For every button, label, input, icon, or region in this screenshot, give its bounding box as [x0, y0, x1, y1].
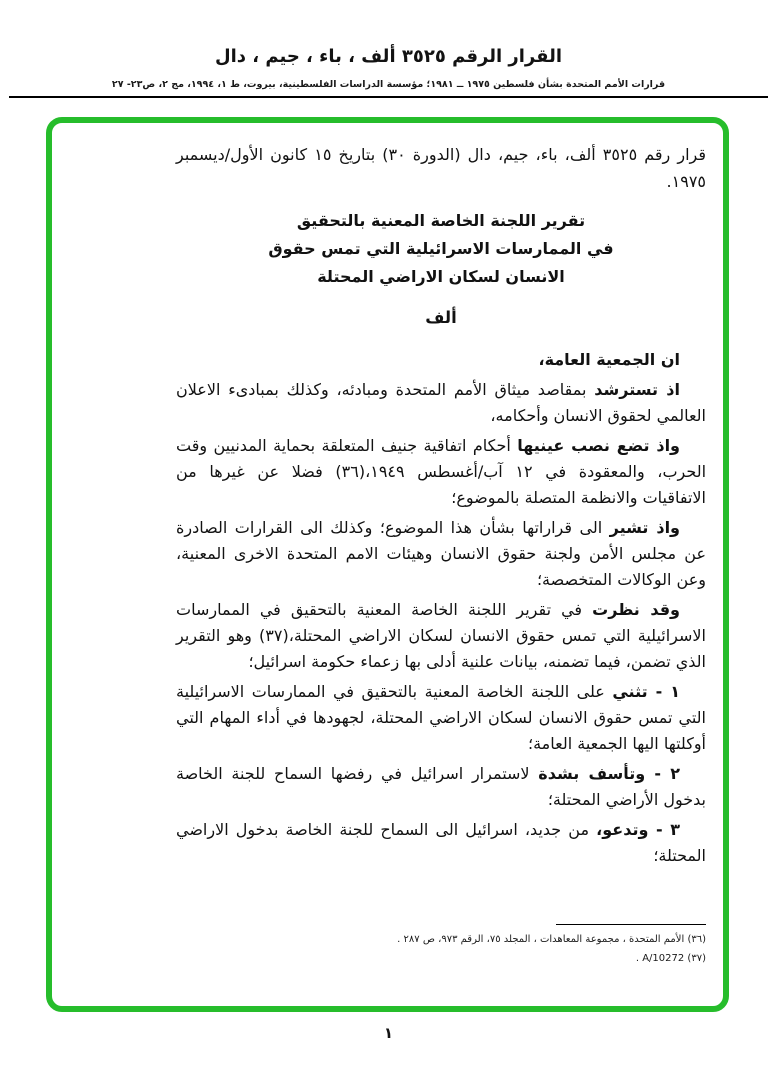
highlight-frame	[46, 117, 729, 1012]
paragraph	[176, 597, 706, 675]
paragraph	[176, 347, 706, 373]
paragraph-lead: اذ تسترشد	[594, 380, 680, 399]
paragraph-lead: واذ تضع نصب عينيها	[517, 436, 681, 455]
footnote: (٣٦) الأمم المتحدة ، مجموعة المعاهدات ، المجلد ٧٥، الرقم ٩٧٣، ص ٢٨٧ .	[397, 934, 706, 945]
section-label: ألف	[425, 308, 457, 327]
paragraph	[176, 761, 706, 813]
paragraph-lead: وقد نظرت	[592, 600, 681, 619]
source-citation: قرارات الأمم المتحدة بشأن فلسطين ١٩٧٥ ــ ١٩٨١؛ مؤسسة الدراسات الفلسطينية، بيروت، ط ١، ١٩٩٤، مج ٢، ص٢٣- ٢٧	[111, 79, 666, 90]
page-number: ١	[383, 1024, 394, 1042]
paragraph-text: الى قراراتها بشأن هذا الموضوع؛ وكذلك الى القرارات الصادرة عن مجلس الأمن ولجنة حقوق الانسان وهيئات الامم المتحدة الاخرى المعنية، وعن الوكالات المتخصصة؛	[176, 518, 706, 589]
paragraph-lead: ان الجمعية العامة،	[538, 350, 680, 369]
paragraph-text: على اللجنة الخاصة المعنية بالتحقيق في الممارسات الاسرائيلية التي تمس حقوق الانسان لسكان الاراضي المحتلة، لجهودها في أداء المهام التي أوكلتها اليها الجمعية العامة؛	[176, 682, 706, 753]
paragraph	[176, 679, 706, 757]
resolution-intro: قرار رقم ٣٥٢٥ ألف، باء، جيم، دال (الدورة ٣٠) بتاريخ ١٥ كانون الأول/ديسمبر ١٩٧٥.	[176, 145, 707, 191]
header-divider	[9, 96, 768, 98]
paragraph-text: من جديد، اسرائيل الى السماح للجنة الخاصة بدخول الاراضي المحتلة؛	[176, 820, 706, 865]
footnote: (٣٧) A/10272 .	[635, 953, 706, 964]
paragraph	[176, 377, 706, 429]
footnote-divider	[556, 924, 706, 925]
paragraph-lead: وتدعو،	[596, 820, 649, 839]
paragraph	[176, 817, 706, 869]
footnotes	[286, 924, 706, 968]
document-title: القرار الرقم ٣٥٢٥ ألف ، باء ، جيم ، دال	[214, 46, 563, 67]
paragraph	[176, 515, 706, 593]
report-heading-line: تقرير اللجنة الخاصة المعنية بالتحقيق	[296, 211, 586, 230]
report-heading-line: الانسان لسكان الاراضي المحتلة	[317, 267, 565, 286]
report-heading	[176, 207, 706, 291]
paragraph-text: في تقرير اللجنة الخاصة المعنية بالتحقيق في الممارسات الاسرائيلية التي تمس حقوق الانسان لسكان الاراضي المحتلة،(٣٧) وهو التقرير الذي تضمن، فيما تضمنه، بيانات علنية أدلى بها زعماء حكومة اسرائيل؛	[176, 600, 706, 671]
report-heading-line: في الممارسات الاسرائيلية التي تمس حقوق	[268, 239, 614, 258]
paragraph-lead: تثني	[612, 682, 648, 701]
document-body	[176, 141, 706, 873]
paragraph-number: ١ -	[647, 682, 680, 701]
paragraph-text: أحكام اتفاقية جنيف المتعلقة بحماية المدنيين وقت الحرب، والمعقودة في ١٢ آب/أغسطس ١٩٤٩،(٣٦) فضلا عن غيرها من الاتفاقيات والانظمة المتصلة بالموضوع؛	[176, 436, 707, 507]
paragraph-number: ٣ -	[648, 820, 681, 839]
paragraph	[176, 433, 706, 511]
paragraph-text: لاستمرار اسرائيل في رفضها السماح للجنة الخاصة بدخول الأراضي المحتلة؛	[176, 764, 706, 809]
paragraph-lead: واذ تشير	[609, 518, 680, 537]
paragraph-lead: وتأسف بشدة	[538, 764, 646, 783]
paragraph-number: ٢ -	[645, 764, 681, 783]
paragraph-text: بمقاصد ميثاق الأمم المتحدة ومبادئه، وكذلك بمبادىء الاعلان العالمي لحقوق الانسان وأحكامه،	[176, 380, 706, 425]
